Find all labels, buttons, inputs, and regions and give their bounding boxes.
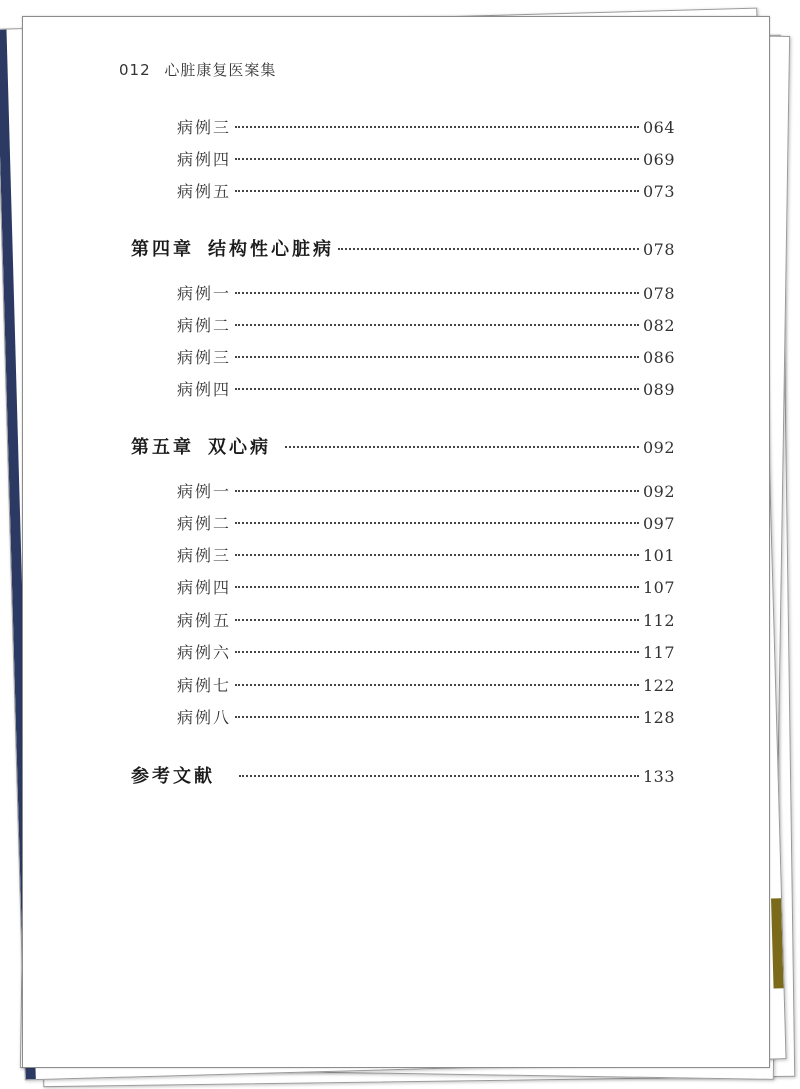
toc-entry-label: 病例四 (177, 150, 232, 169)
toc-entry-label: 病例七 (177, 676, 232, 695)
toc-entry-page: 107 (642, 578, 675, 597)
chapter-page: 092 (642, 438, 675, 457)
chapter-title: 双心病 (208, 437, 271, 458)
toc-entry[interactable] (177, 479, 675, 501)
toc-entry[interactable] (177, 575, 675, 597)
chapter-page: 078 (642, 240, 675, 259)
dot-leader (235, 292, 639, 294)
dot-leader (235, 388, 639, 390)
dot-leader (235, 716, 639, 718)
toc-entry-page: 112 (642, 611, 675, 630)
toc-entry[interactable] (177, 115, 675, 137)
toc-entry-label: 病例六 (177, 643, 232, 662)
toc-entry[interactable] (177, 179, 675, 201)
toc-entry-label: 病例一 (177, 482, 232, 501)
dot-leader (235, 158, 639, 160)
references-heading: 参考文献 (131, 766, 215, 787)
toc-entry[interactable] (177, 543, 675, 565)
dot-leader (239, 775, 639, 777)
toc-entry[interactable] (177, 345, 675, 367)
cover-accent-strip (771, 898, 784, 988)
toc-entry-label: 病例五 (177, 182, 232, 201)
toc-entry-page: 069 (642, 150, 675, 169)
toc-entry[interactable] (177, 313, 675, 335)
toc-entry-page: 101 (642, 546, 675, 565)
dot-leader (235, 324, 639, 326)
toc-entry-page: 086 (642, 348, 675, 367)
chapter-heading (131, 433, 271, 459)
references-page: 133 (642, 767, 675, 786)
dot-leader (235, 126, 639, 128)
toc-entry-page: 078 (642, 284, 675, 303)
toc-entry-label: 病例二 (177, 514, 232, 533)
dot-leader (235, 522, 639, 524)
toc-references[interactable] (131, 762, 675, 788)
dot-leader (285, 446, 639, 448)
toc-entry[interactable] (177, 281, 675, 303)
book-page (22, 16, 770, 1068)
toc-entry-page: 073 (642, 182, 675, 201)
dot-leader (235, 619, 639, 621)
dot-leader (338, 248, 639, 250)
toc-entry-page: 064 (642, 118, 675, 137)
toc-entry-label: 病例三 (177, 118, 232, 137)
toc-entry-page: 128 (642, 708, 675, 727)
dot-leader (235, 586, 639, 588)
toc-entry-label: 病例二 (177, 316, 232, 335)
toc-chapter-5[interactable] (131, 433, 675, 459)
dot-leader (235, 490, 639, 492)
chapter-heading (131, 235, 334, 261)
toc-entry[interactable] (177, 377, 675, 399)
toc-entry-label: 病例四 (177, 380, 232, 399)
toc-entry-label: 病例五 (177, 611, 232, 630)
toc-entry-page: 122 (642, 676, 675, 695)
chapter-number: 第五章 (131, 437, 194, 458)
toc-entry-page: 117 (642, 643, 675, 662)
toc-entry[interactable] (177, 705, 675, 727)
header-page-number: 012 (119, 61, 151, 79)
dot-leader (235, 684, 639, 686)
toc-entry-label: 病例三 (177, 546, 232, 565)
toc-entry-label: 病例三 (177, 348, 232, 367)
toc-entry-label: 病例四 (177, 578, 232, 597)
toc-entry-page: 092 (642, 482, 675, 501)
header-book-title: 心脏康复医案集 (164, 61, 277, 79)
dot-leader (235, 356, 639, 358)
toc-entry[interactable] (177, 511, 675, 533)
toc-entry-label: 病例一 (177, 284, 232, 303)
dot-leader (235, 554, 639, 556)
toc-entry[interactable] (177, 673, 675, 695)
toc-chapter-4[interactable] (131, 235, 675, 261)
toc-entry[interactable] (177, 147, 675, 169)
chapter-title: 结构性心脏病 (208, 239, 334, 260)
toc-entry[interactable] (177, 608, 675, 630)
dot-leader (235, 651, 639, 653)
toc-entry-page: 097 (642, 514, 675, 533)
toc-entry-label: 病例八 (177, 708, 232, 727)
chapter-number: 第四章 (131, 239, 194, 260)
toc-entry[interactable] (177, 640, 675, 662)
dot-leader (235, 190, 639, 192)
toc-entry-page: 082 (642, 316, 675, 335)
running-header (119, 59, 276, 80)
toc-entry-page: 089 (642, 380, 675, 399)
